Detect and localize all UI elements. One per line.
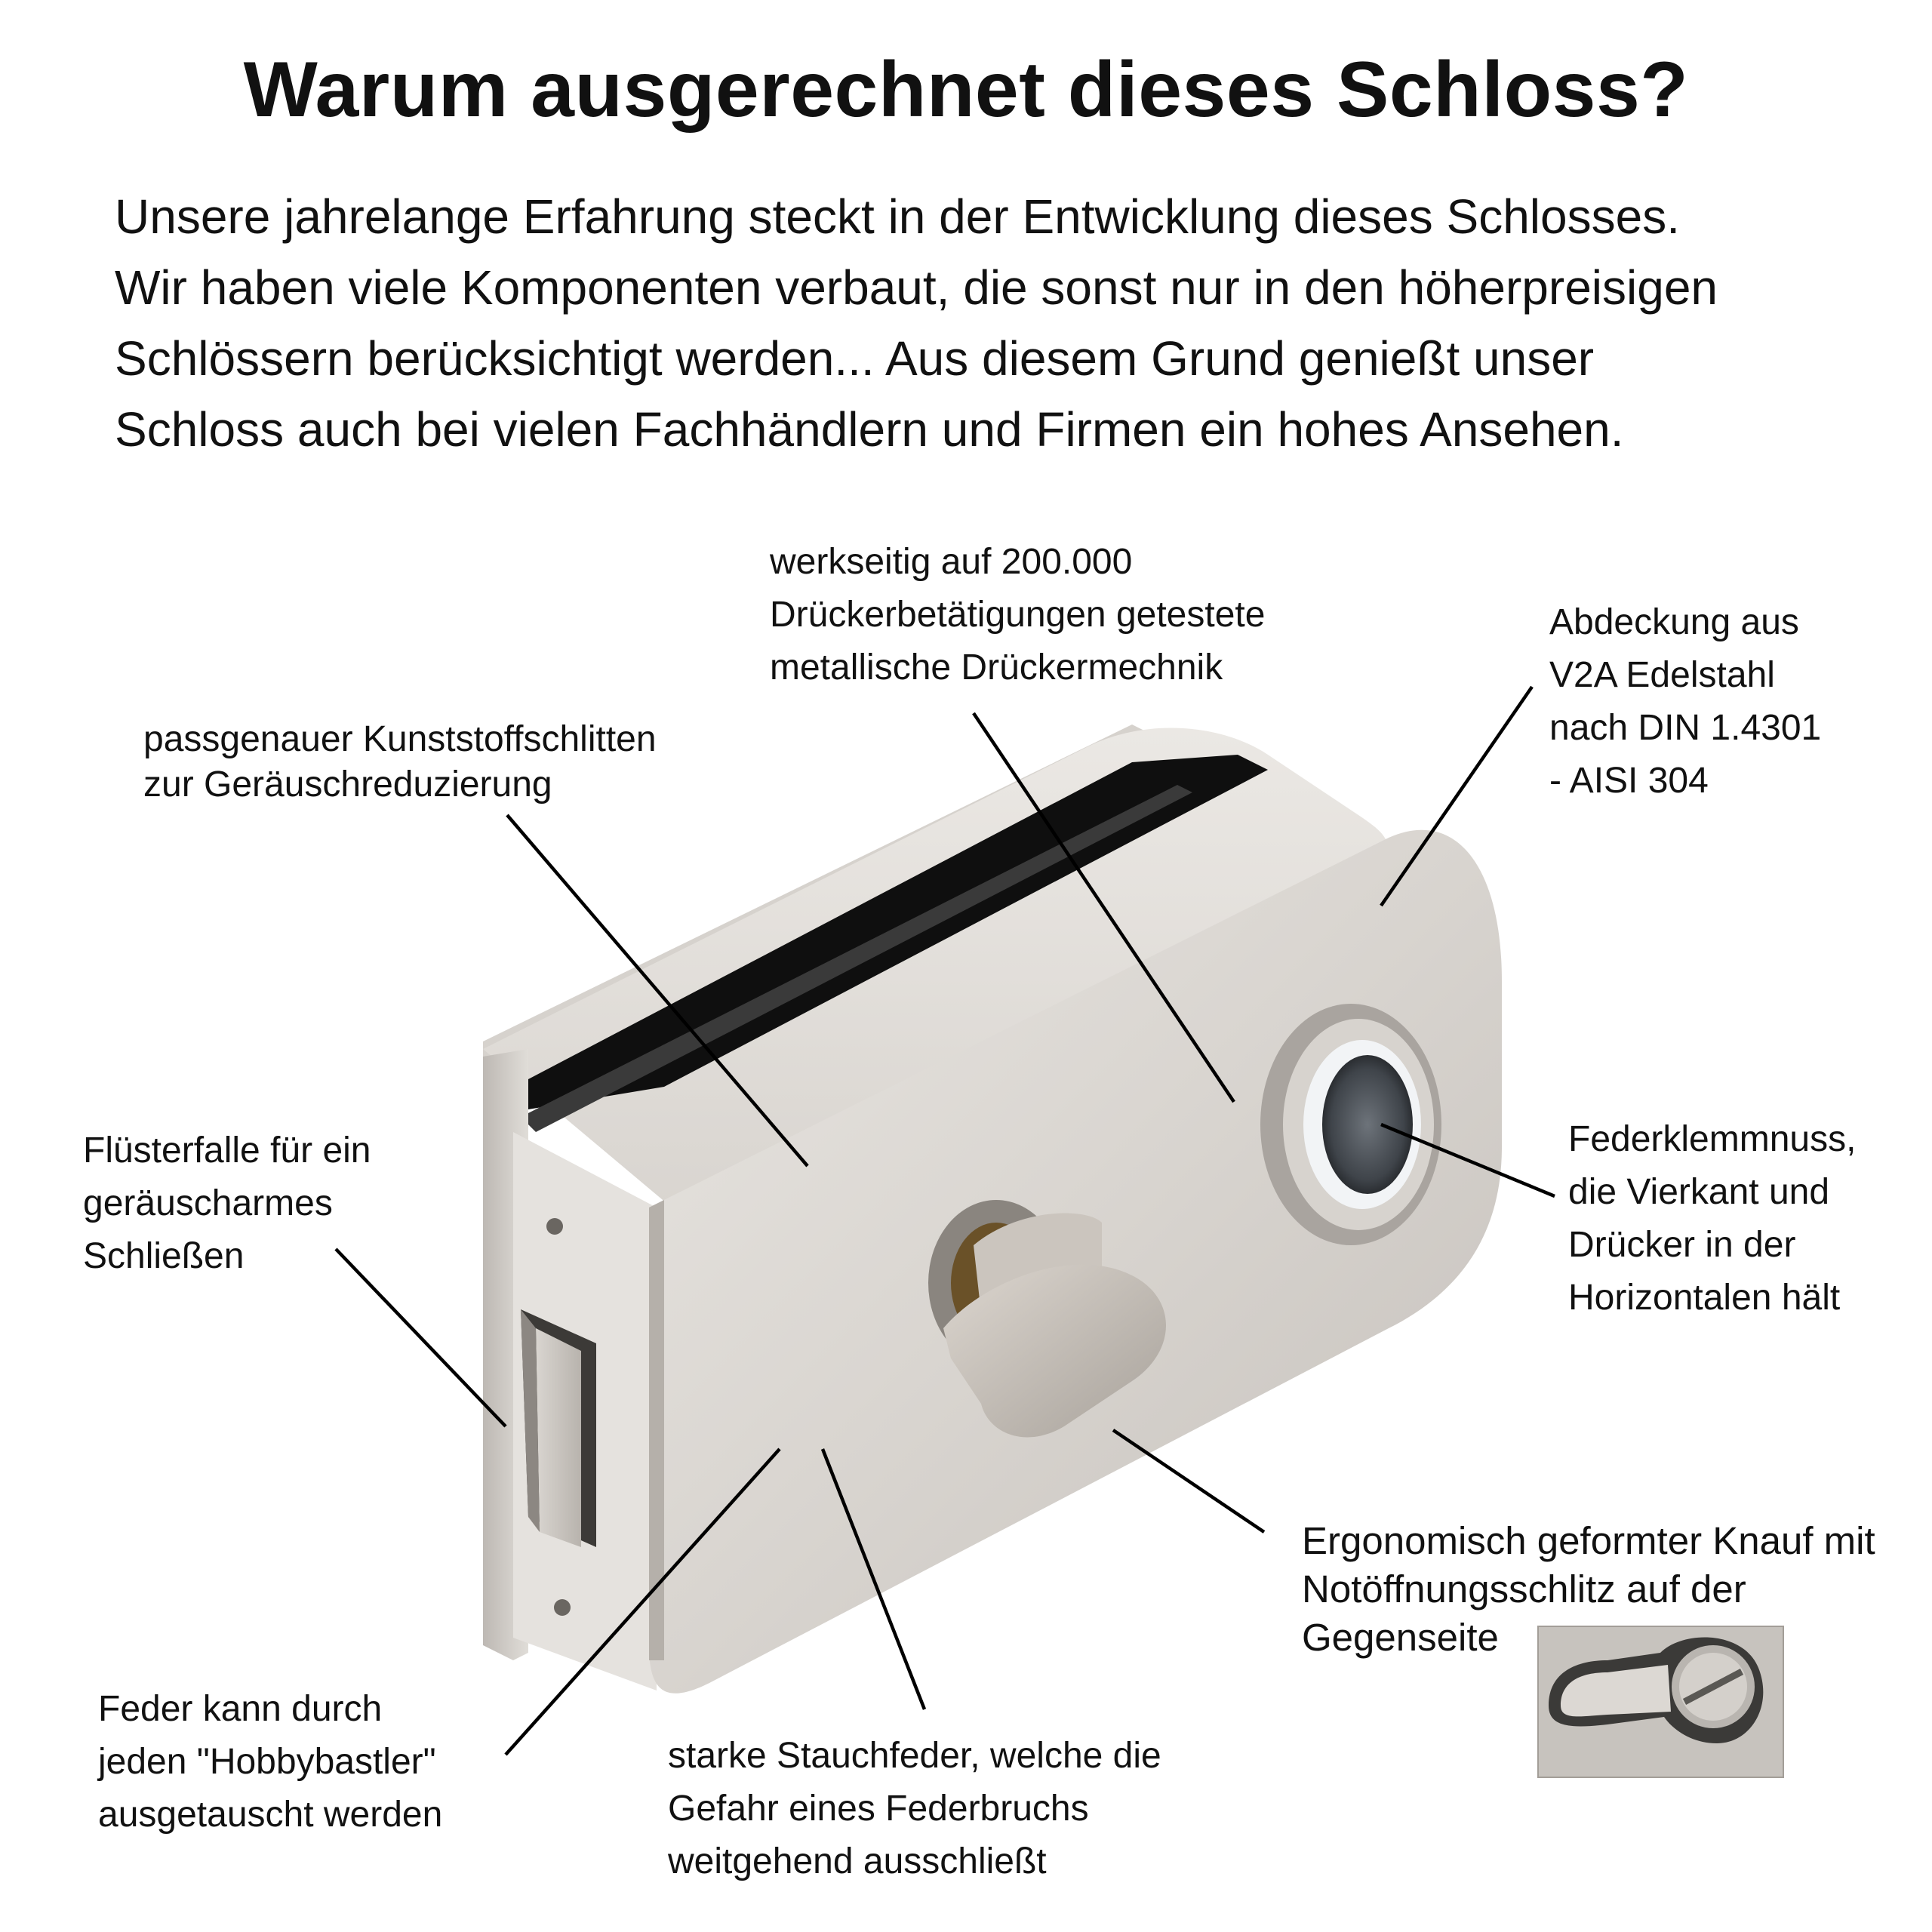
callout-line: weitgehend ausschließt [668,1841,1047,1881]
intro-line: Wir haben viele Komponenten verbaut, die sonst nur in den höherpreisigen [115,260,1718,315]
callout-knauf [1302,1517,1875,1662]
callout-kunststoffschlitten [143,717,657,808]
callout-line: Flüsterfalle für ein [83,1131,371,1171]
callout-abdeckung [1549,596,1821,808]
callout-line: passgenauer Kunststoffschlitten [143,719,657,759]
callout-line: Gegenseite [1302,1616,1499,1659]
callout-line: metallische Drückermechnik [770,648,1223,688]
callout-line: Schließen [83,1236,245,1276]
screw-top [546,1218,563,1235]
page-title: Warum ausgerechnet dieses Schloss? [243,46,1689,134]
callout-line: Notöffnungsschlitz auf der [1302,1567,1746,1611]
callout-line: jeden "Hobbybastler" [98,1742,436,1782]
callout-line: die Vierkant und [1568,1172,1830,1212]
callout-line: werkseitig auf 200.000 [770,542,1133,582]
screw-bottom [554,1599,571,1616]
callout-line: ausgetauscht werden [98,1795,443,1835]
callout-line: Federklemmnuss, [1568,1119,1857,1159]
callout-line: Gefahr eines Federbruchs [668,1789,1089,1829]
latch-bolt [521,1309,596,1547]
callout-federklemmnuss [1568,1113,1856,1324]
callout-line: Feder kann durch [98,1689,383,1729]
leader-knauf [1113,1430,1264,1532]
intro-line: Schlössern berücksichtigt werden... Aus diesem Grund genießt unser [115,331,1595,386]
callout-line: - AISI 304 [1549,761,1709,801]
callout-line: Ergonomisch geformter Knauf mit [1302,1519,1875,1562]
callout-line: zur Geräuschreduzierung [143,764,552,804]
callout-stauchfeder [668,1730,1161,1888]
intro-line: Schloss auch bei vielen Fachhändlern und Firmen ein hohes Ansehen. [115,402,1624,457]
callout-line: Drückerbetätigungen getestete [770,595,1266,635]
callout-line: starke Stauchfeder, welche die [668,1736,1161,1776]
callout-line: Horizontalen hält [1568,1278,1841,1318]
callout-line: Abdeckung aus [1549,602,1799,642]
callout-line: Drücker in der [1568,1225,1796,1265]
callout-line: nach DIN 1.4301 [1549,708,1822,748]
callout-fluesterfalle [83,1124,371,1283]
callout-feder [98,1683,442,1841]
spindle-hole [1260,1004,1441,1245]
intro-line: Unsere jahrelange Erfahrung steckt in der Entwicklung dieses Schlosses. [115,189,1680,244]
callout-line: V2A Edelstahl [1549,655,1775,695]
callout-drueckermechanik [770,536,1265,694]
callout-line: geräuscharmes [83,1183,333,1223]
